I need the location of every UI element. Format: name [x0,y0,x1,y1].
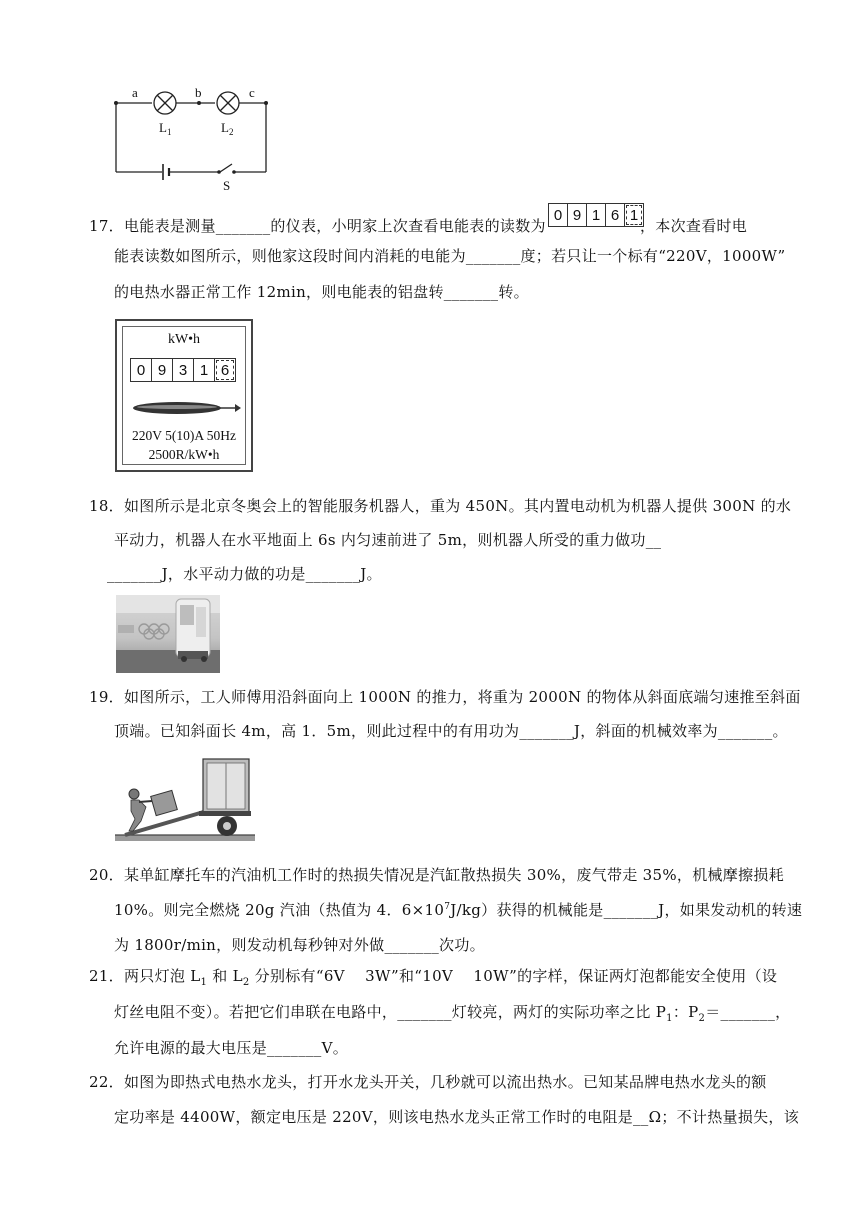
q18-line2: 平动力，机器人在水平地面上 6s 内匀速前进了 5m，则机器人所受的重力做功__ [114,531,662,549]
prev-digit: 6 [606,204,625,226]
meter-digit: 3 [173,359,194,381]
previous-meter-reading [548,203,644,227]
q18-line1: 18．如图所示是北京冬奥会上的智能服务机器人，重为 450N。其内置电动机为机器人提供 300N 的水 [89,497,792,515]
q21-line3: 允许电源的最大电压是_______V。 [114,1039,349,1057]
switch-s-label: S [223,178,231,193]
q20-line3: 为 1800r/min，则发动机每秒钟对外做_______次功。 [114,936,485,954]
q22-line2: 定功率是 4400W，额定电压是 220V，则该电热水龙头正常工作时的电阻是__Ω；不计热量损失，该 [114,1108,800,1126]
prev-digit: 9 [568,204,587,226]
meter-disc-icon [127,395,241,421]
q17-line3: 的电热水器正常工作 12min，则电能表的铝盘转_______转。 [114,283,529,301]
q21-line2: 灯丝电阻不变）。若把它们串联在电路中，_______灯较亮，两灯的实际功率之比 $P_1$：$P_2=\_\_\_\_\_\_\_$， [114,1003,791,1024]
q17-line1-pre: 17．电能表是测量_______的仪表，小明家上次查看电能表的读数为 [89,217,546,235]
node-c-label: c [249,85,255,100]
q17-line1-post: ，本次查看时电 [640,217,748,235]
q21-line1: 21．两只灯泡 $L_1$ 和 $L_2$ 分别标有“6V 3W”和“10V 10W”的字样，保证两灯泡都能安全使用（设 [89,967,778,988]
meter-decimal-digit: 6 [216,360,234,380]
q17-line2: 能表读数如图所示，则他家这段时间内消耗的电能为_______度；若只让一个标有“220V，1000W” [114,247,786,265]
node-b-label: b [195,85,202,100]
meter-digit: 9 [152,359,173,381]
prev-digit: 1 [587,204,606,226]
meter-digit: 0 [131,359,152,381]
q22-line1: 22．如图为即热式电热水龙头，打开水龙头开关，几秒就可以流出热水。已知某品牌电热水龙头的额 [89,1073,767,1091]
electricity-meter [115,319,253,472]
q19-line2: 顶端。已知斜面长 4m，高 1．5m，则此过程中的有用功为_______J，斜面的机械效率为_______。 [114,722,788,740]
q19-line1: 19．如图所示，工人师傅用沿斜面向上 1000N 的推力，将重为 2000N 的物体从斜面底端匀速推至斜面 [89,688,801,706]
meter-spec-line1: 220V 5(10)A 50Hz [132,428,236,443]
robot-photo [116,595,220,673]
meter-unit: kW•h [167,332,201,347]
lamp-l1-label: $L_1$ [159,120,172,137]
meter-digit: 1 [194,359,215,381]
prev-digit: 0 [549,204,568,226]
meter-digits [130,358,236,382]
meter-spec-line2: 2500R/kW•h [148,447,220,462]
prev-decimal-digit: 1 [626,205,642,225]
q20-line1: 20．某单缸摩托车的汽油机工作时的热损失情况是汽缸散热损失 30%，废气带走 35%，机械摩擦损耗 [89,866,785,884]
lamp-l2-label: $L_2$ [221,120,234,137]
node-a-label: a [132,85,138,100]
q20-line2: 10%。则完全燃烧 20g 汽油（热值为 4．$6\times 10^7J/kg$）获得的机械能是_______J，如果发动机的转速 [114,901,803,919]
incline-truck-figure [115,755,255,847]
q18-line3: _______J，水平动力做的功是_______J。 [107,565,382,583]
circuit-diagram [108,84,278,196]
